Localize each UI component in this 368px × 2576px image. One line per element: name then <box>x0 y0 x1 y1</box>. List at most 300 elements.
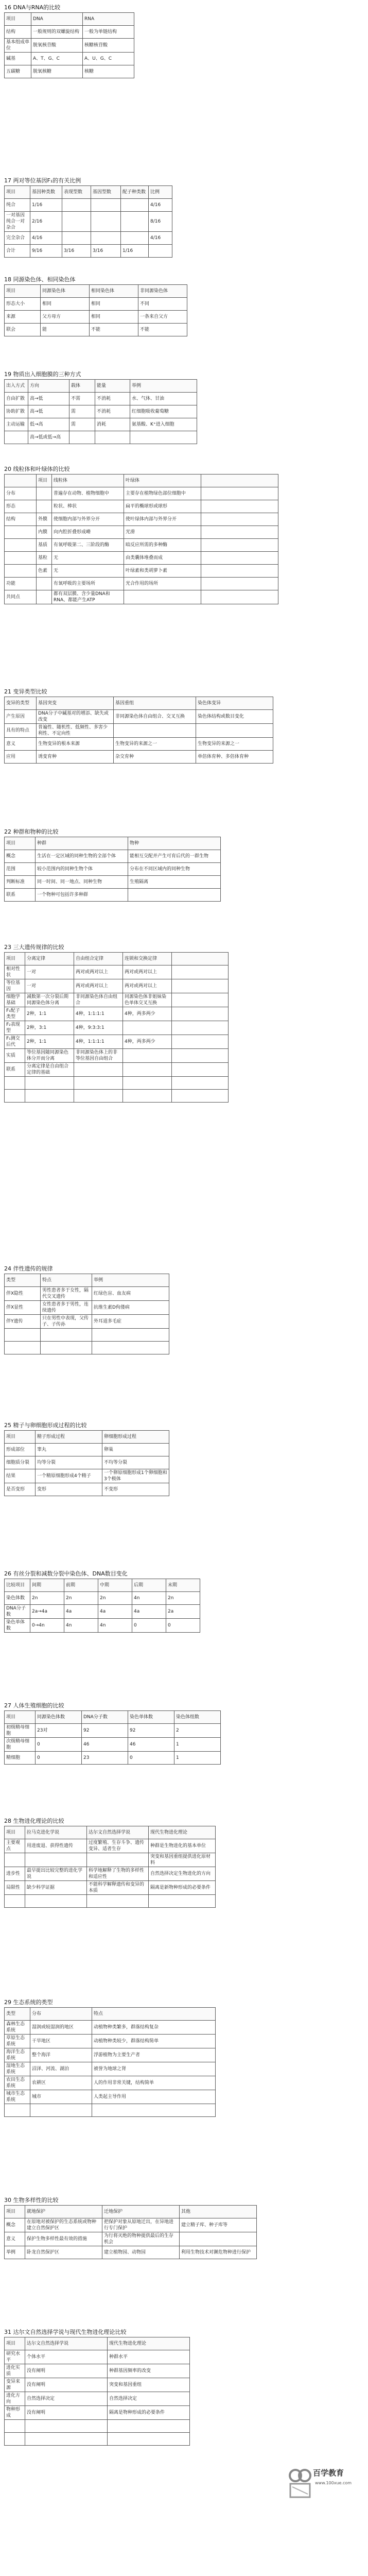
table-cell <box>121 232 149 245</box>
table-cell: 2种，3:1 <box>25 1021 74 1035</box>
table-cell: 纯合 <box>5 199 30 212</box>
table-header-cell: 基因种类数 <box>30 186 62 199</box>
table-cell <box>123 1021 172 1035</box>
table-cell: 等位基因随同源染色体分开而分离 <box>25 1049 74 1063</box>
table-cell: 色素 <box>37 565 52 578</box>
table-header-row <box>5 1579 200 1592</box>
table-cell: 不消耗 <box>95 393 130 405</box>
table-cell: 进化实质 <box>5 2364 25 2378</box>
table-cell: F₁配子类型 <box>5 1007 25 1021</box>
table-header-cell: 基因型数 <box>91 186 121 199</box>
table-header-row <box>5 1431 169 1444</box>
table-row <box>5 2350 190 2364</box>
table-header-cell: 基因突变 <box>37 697 114 710</box>
table-row <box>5 1049 229 1063</box>
table-cell: 0 <box>36 1738 82 1752</box>
table-cell <box>172 993 229 1007</box>
table-row <box>5 578 278 590</box>
table-row <box>5 212 172 232</box>
section-title: 31 达尔文自然选择学说与现代生物进化理论比较 <box>4 2329 127 2335</box>
table-cell: 红细胞吸收葡萄糖 <box>130 405 197 418</box>
table-cell: 2种，1:1 <box>25 1007 74 1021</box>
table-cell: 生物变异的来源之一 <box>196 738 273 751</box>
table-cell: 举例 <box>5 2246 25 2259</box>
table-cell <box>25 1853 87 1867</box>
table-cell <box>95 431 130 444</box>
table-header-row <box>5 1711 221 1724</box>
table-cell <box>180 2232 257 2246</box>
table-header-cell: 配子种类数 <box>121 186 149 199</box>
table-cell <box>25 2420 108 2433</box>
table-cell <box>62 232 91 245</box>
table-cell <box>25 1077 74 1090</box>
section-title: 17 两对等位基因F₁的有关比例 <box>4 177 81 184</box>
comparison-table <box>4 837 221 902</box>
table-cell: 意义 <box>5 2232 25 2246</box>
table-cell: 4n <box>64 1619 98 1633</box>
table-row <box>5 965 229 979</box>
table-cell <box>41 1329 92 1342</box>
table-cell <box>5 1342 41 1354</box>
table-cell: 4种，9:3:3:1 <box>74 1021 123 1035</box>
comparison-table <box>4 2337 190 2446</box>
table-header-cell: 前期 <box>64 1579 98 1592</box>
table-cell <box>41 1342 92 1354</box>
table-row <box>5 1329 169 1342</box>
table-row <box>5 1605 200 1619</box>
table-cell: 父方母方 <box>41 311 90 324</box>
table-cell: 伴X隐性 <box>5 1287 41 1301</box>
table-cell <box>114 724 196 738</box>
table-cell: 4/16 <box>149 199 172 212</box>
table-cell <box>5 565 37 578</box>
table-header-cell: 迁地保护 <box>102 2206 180 2218</box>
table-cell: 染色体数 <box>5 1592 30 1605</box>
section-3 <box>4 275 359 336</box>
table-cell: 联会 <box>5 324 41 336</box>
table-cell: 没有阐明 <box>25 2378 108 2392</box>
table-row <box>5 863 221 876</box>
table-cell: 减数第一次分裂后期同源染色体分离 <box>25 993 74 1007</box>
table-cell <box>25 2433 108 2446</box>
comparison-table <box>4 474 278 604</box>
table-cell: 功能 <box>5 578 37 590</box>
table-cell <box>5 431 28 444</box>
table-cell: 都有双层膜、含少量DNA和RNA、都能产生ATP <box>52 590 124 604</box>
table-cell <box>74 1063 123 1077</box>
table-cell: 4n <box>132 1592 166 1605</box>
table-cell <box>5 526 37 539</box>
table-cell: 红绿色盲、血友病 <box>92 1287 169 1301</box>
table-cell: 人类起主导作用 <box>92 2090 216 2104</box>
table-cell: 不变形 <box>102 1483 169 1496</box>
table-header-row <box>5 285 187 298</box>
table-header-cell: 其他 <box>180 2206 257 2218</box>
table-cell <box>69 431 95 444</box>
table-cell: 协助扩散 <box>5 405 28 418</box>
table-cell <box>123 1063 172 1077</box>
table-header-row <box>5 2206 257 2218</box>
table-cell: 有氧呼吸第二、三阶段的酶 <box>52 539 124 552</box>
table-header-cell: 自由组合定律 <box>74 953 123 965</box>
section-title: 24 伴性遗传的规律 <box>4 1265 53 1272</box>
table-cell: 2n <box>64 1592 98 1605</box>
table-cell <box>128 889 221 902</box>
table-cell <box>149 245 172 258</box>
table-cell: 4a <box>132 1605 166 1619</box>
table-cell: 突变和基因重组 <box>108 2378 190 2392</box>
table-header-cell: 项目 <box>5 1431 36 1444</box>
table-cell: 46 <box>128 1738 174 1752</box>
table-cell: 一般为单链结构 <box>83 26 134 39</box>
table-cell: 相同 <box>90 311 138 324</box>
table-header-cell: 出入方式 <box>5 380 28 393</box>
table-cell <box>5 552 37 565</box>
table-cell: 水、气体、甘油 <box>130 393 197 405</box>
table-row <box>5 1021 229 1035</box>
table-cell <box>123 1049 172 1063</box>
table-cell: 形态 <box>5 500 37 513</box>
table-row <box>5 431 197 444</box>
table-cell: 碱基 <box>5 53 31 65</box>
table-header-row <box>5 13 134 26</box>
table-cell: 实质 <box>5 1049 25 1063</box>
table-header-cell: 就地保护 <box>25 2206 102 2218</box>
table-cell <box>172 1021 229 1035</box>
table-cell: 3/16 <box>91 245 121 258</box>
table-cell: 诱变育种 <box>37 751 114 764</box>
section-14 <box>4 1998 359 2117</box>
table-cell: 范围 <box>5 863 36 876</box>
table-row <box>5 1895 216 1908</box>
table-cell: 研究水平 <box>5 2350 25 2364</box>
table-header-cell: 物种 <box>128 837 221 850</box>
section-title: 20 线粒体和叶绿体的比较 <box>4 466 70 472</box>
section-title: 16 DNA与RNA的比较 <box>4 4 61 11</box>
table-cell: 高→低或低→高 <box>28 431 69 444</box>
table-cell: 同一时间、同一地点、同种生物 <box>36 876 128 889</box>
table-row <box>5 1035 229 1049</box>
table-header-cell: 载体 <box>69 380 95 393</box>
table-header-cell: 项目 <box>5 1826 25 1839</box>
table-row <box>5 1444 169 1456</box>
table-header-cell: 现代生物进化理论 <box>149 1826 216 1839</box>
table-header-row <box>5 474 278 487</box>
table-header-row <box>5 953 229 965</box>
table-header-cell: 达尔文自然选择学说 <box>25 2337 108 2350</box>
table-cell: 进步性 <box>5 1867 25 1881</box>
table-header-row <box>5 1826 216 1839</box>
table-row <box>5 1738 221 1752</box>
table-cell: 单倍体育种、多倍体育种 <box>196 751 273 764</box>
section-8 <box>4 943 359 1103</box>
table-cell: 4种，1:1:1:1 <box>74 1007 123 1021</box>
table-header-cell: 特点 <box>92 2008 216 2021</box>
comparison-table <box>4 2007 216 2117</box>
table-cell: F₁测交后代 <box>5 1035 25 1049</box>
table-row <box>5 850 221 863</box>
table-cell: 脱氧核糖 <box>31 65 83 78</box>
table-cell: 科学地解释了生物的多样性和适应性 <box>87 1867 149 1881</box>
table-cell <box>92 1342 169 1354</box>
table-cell: 浮游植物为主要生产者 <box>92 2048 216 2062</box>
table-header-cell: 染色体变异 <box>196 697 273 710</box>
table-header-cell: 分布 <box>30 2008 92 2021</box>
table-row <box>5 2076 216 2090</box>
table-row <box>5 2218 257 2232</box>
table-header-cell: 基因重组 <box>114 697 196 710</box>
table-cell: 用进废退、获得性遗传 <box>25 1839 87 1853</box>
table-cell: 合计 <box>5 245 30 258</box>
table-row <box>5 1752 221 1765</box>
table-header-cell: 比较项目 <box>5 1579 30 1592</box>
section-title: 23 三大遗传规律的比较 <box>4 944 64 951</box>
table-cell <box>5 1895 25 1908</box>
table-cell: 男性患者多于女性，隔代交叉遗传 <box>41 1287 92 1301</box>
table-cell <box>201 526 278 539</box>
table-header-cell: 分离定律 <box>25 953 74 965</box>
table-cell: 不消耗 <box>95 405 130 418</box>
table-cell: 细胞学基础 <box>5 993 25 1007</box>
table-cell: 无 <box>52 552 124 565</box>
table-cell: 有氧呼吸的主要场所 <box>52 578 124 590</box>
table-cell: 草原生态系统 <box>5 2035 30 2048</box>
table-cell: 湿地生态系统 <box>5 2062 30 2076</box>
comparison-table <box>4 185 172 258</box>
table-row <box>5 710 273 724</box>
table-cell <box>172 1090 229 1103</box>
table-header-cell: 同源染色体 <box>41 285 90 298</box>
table-cell: 过度繁殖、生存斗争、遗传变异、适者生存 <box>87 1839 149 1853</box>
table-cell: 不需 <box>69 393 95 405</box>
watermark <box>288 2460 363 2512</box>
table-cell <box>201 590 278 604</box>
table-cell: 联系 <box>5 1063 25 1077</box>
table-row <box>5 2021 216 2035</box>
table-header-cell: 种群 <box>36 837 128 850</box>
table-header-cell: 比例 <box>149 186 172 199</box>
section-16 <box>4 2328 359 2446</box>
table-cell <box>30 2104 92 2117</box>
table-cell: 不均等分裂 <box>102 1456 169 1469</box>
table-cell: 卵巢 <box>102 1444 169 1456</box>
section-15 <box>4 2196 359 2259</box>
table-cell: 主要观点 <box>5 1839 25 1853</box>
section-12 <box>4 1701 359 1765</box>
table-cell: 联系 <box>5 889 36 902</box>
table-cell: 4种，两多两少 <box>123 1035 172 1049</box>
table-cell: 形成部位 <box>5 1444 36 1456</box>
table-row <box>5 1483 169 1496</box>
table-header-cell: 间期 <box>30 1579 64 1592</box>
table-cell: 扁平的椭球形或球形 <box>124 500 201 513</box>
table-cell: 隔离是物种形成的必要条件 <box>108 2406 190 2420</box>
table-cell <box>91 232 121 245</box>
section-title: 22 种群和物种的比较 <box>4 828 59 835</box>
table-row <box>5 539 278 552</box>
table-header-cell: 达尔文自然选择学说 <box>87 1826 149 1839</box>
table-cell: 最早提出比较完整的进化学说 <box>25 1867 87 1881</box>
table-cell: 没有阐明 <box>25 2364 108 2378</box>
table-cell <box>37 578 52 590</box>
table-cell: 使叶绿体内部与外界分开 <box>124 513 201 526</box>
table-cell: 4a <box>98 1605 132 1619</box>
table-cell <box>172 1007 229 1021</box>
table-cell: 农田生态系统 <box>5 2076 30 2090</box>
table-cell: 需 <box>69 418 95 431</box>
table-cell: 在原地对被保护的生态系统或物种建立自然保护区 <box>25 2218 102 2232</box>
table-cell: 两对或两对以上 <box>74 979 123 993</box>
table-cell <box>62 212 91 232</box>
table-cell: 普遍存在动物、植物细胞中 <box>52 487 124 500</box>
table-cell: 完全杂合 <box>5 232 30 245</box>
table-cell: 氨基酸、K⁺进入细胞 <box>130 418 197 431</box>
table-cell: 进化方向 <box>5 2392 25 2406</box>
section-title: 21 变异类型比较 <box>4 688 47 695</box>
table-cell: 生活在一定区域的同种生物的全部个体 <box>36 850 128 863</box>
table-cell <box>201 552 278 565</box>
table-cell: 一个精原细胞形成4个精子 <box>36 1469 102 1483</box>
table-cell: 1 <box>174 1752 221 1765</box>
table-cell: 一条来自父方 <box>138 311 187 324</box>
table-cell: 2a→4a <box>30 1605 64 1619</box>
table-cell <box>5 1077 25 1090</box>
table-row <box>5 500 278 513</box>
table-cell: 消耗 <box>95 418 130 431</box>
table-cell: 产生原因 <box>5 710 37 724</box>
table-header-cell: 连锁和交换定律 <box>123 953 172 965</box>
section-title: 29 生态系统的类型 <box>4 1999 53 2006</box>
table-cell: 0 <box>128 1752 174 1765</box>
table-cell <box>92 2104 216 2117</box>
table-header-cell <box>5 474 37 487</box>
table-cell: 种群基因频率的改变 <box>108 2364 190 2378</box>
table-row <box>5 2104 216 2117</box>
table-cell: 92 <box>128 1724 174 1738</box>
table-cell: 干旱地区 <box>30 2035 92 2048</box>
table-cell <box>74 1077 123 1090</box>
table-row <box>5 1592 200 1605</box>
table-cell <box>5 1853 25 1867</box>
table-cell: 普遍性、随机性、低频性、多害少利性、不定向性 <box>37 724 114 738</box>
table-cell: 具有的特点 <box>5 724 37 738</box>
table-cell: 2种，1:1 <box>25 1035 74 1049</box>
table-cell: 一对 <box>25 965 74 979</box>
table-cell: 2n <box>30 1592 64 1605</box>
table-cell <box>74 1090 123 1103</box>
table-cell: 共同点 <box>5 590 37 604</box>
table-row <box>5 53 134 65</box>
table-cell: 局限性 <box>5 1881 25 1895</box>
table-cell: 隔离是新物种形成的必要条件 <box>149 1881 216 1895</box>
table-cell: DNA分子中碱基对的增添、缺失或改变 <box>37 710 114 724</box>
table-cell: 2a <box>166 1605 200 1619</box>
table-cell <box>62 199 91 212</box>
table-row <box>5 1853 216 1867</box>
table-cell: 4/16 <box>149 232 172 245</box>
table-cell: 一个物种可包括许多种群 <box>36 889 128 902</box>
table-header-cell: 项目 <box>5 2206 25 2218</box>
comparison-table <box>4 1826 216 1908</box>
table-header-cell: DNA分子数 <box>82 1711 128 1724</box>
table-cell <box>91 199 121 212</box>
table-row <box>5 418 197 431</box>
table-cell: 生殖隔离 <box>128 876 221 889</box>
table-cell: 动植物种类较少，群落结构简单 <box>92 2035 216 2048</box>
table-cell: 23 <box>82 1752 128 1765</box>
table-cell: 非同源染色体自由组合 <box>74 993 123 1007</box>
table-row <box>5 65 134 78</box>
watermark-url: www.100xue.com <box>315 2481 352 2485</box>
table-cell: A、U、G、C <box>83 53 134 65</box>
table-row <box>5 2364 190 2378</box>
table-cell: 能相互交配并产生可育后代的一群生物 <box>128 850 221 863</box>
table-header-cell: 后期 <box>132 1579 166 1592</box>
table-cell: 8/16 <box>149 212 172 232</box>
table-cell: 分布 <box>5 487 37 500</box>
table-row <box>5 1839 216 1853</box>
watermark-text: 百学教育 <box>313 2468 344 2478</box>
table-cell: 沼泽、河流、湖泊 <box>30 2062 92 2076</box>
table-row <box>5 232 172 245</box>
table-cell: 非同源染色体上的非等位基因自由组合 <box>74 1049 123 1063</box>
table-cell: 脱氧核苷酸 <box>31 39 83 53</box>
table-cell: 两对或两对以上 <box>123 979 172 993</box>
table-row <box>5 738 273 751</box>
comparison-table <box>4 1274 169 1354</box>
table-header-cell: 现代生物进化理论 <box>108 2337 190 2350</box>
table-cell <box>25 1090 74 1103</box>
table-header-cell: 项目 <box>5 186 30 199</box>
table-row <box>5 1881 216 1895</box>
table-header-cell: 举例 <box>92 1274 169 1287</box>
table-row <box>5 2035 216 2048</box>
table-cell: 1 <box>174 1738 221 1752</box>
table-cell: 暗反应所需的多种酶 <box>124 539 201 552</box>
table-cell <box>5 2104 30 2117</box>
section-10 <box>4 1421 359 1496</box>
table-cell: 生物变异的来源之一 <box>114 738 196 751</box>
comparison-table <box>4 952 229 1103</box>
table-cell: 0 <box>166 1619 200 1633</box>
table-cell: 一对基因纯合一对杂合 <box>5 212 30 232</box>
table-cell: 精细胞 <box>5 1752 36 1765</box>
table-cell <box>172 979 229 993</box>
table-cell <box>25 1895 87 1908</box>
table-row <box>5 405 197 418</box>
table-cell: 相同 <box>90 298 138 311</box>
table-cell: 意义 <box>5 738 37 751</box>
table-cell: 湿润或较湿润的地区 <box>30 2021 92 2035</box>
section-title: 25 精子与卵细胞形成过程的比较 <box>4 1422 87 1429</box>
table-cell: 人的作用非常关键，结构简单 <box>92 2076 216 2090</box>
table-cell: 个体水平 <box>25 2350 108 2364</box>
table-cell: 建立精子库、种子库等 <box>180 2218 257 2232</box>
table-cell: 相同 <box>41 298 90 311</box>
comparison-table <box>4 1710 221 1765</box>
table-cell: 均等分裂 <box>36 1456 102 1469</box>
table-cell: 杂交育种 <box>114 751 196 764</box>
table-cell: 为行将灭绝的物种提供最后的生存机会 <box>102 2232 180 2246</box>
table-cell: 染色体结构或数目变化 <box>196 710 273 724</box>
table-cell: 叶绿素和类胡萝卜素 <box>124 565 201 578</box>
table-cell: 光合作用的场所 <box>124 578 201 590</box>
table-cell: 由类囊体堆叠而成 <box>124 552 201 565</box>
table-cell: 不能 <box>138 324 187 336</box>
table-cell <box>149 1895 216 1908</box>
section-1 <box>4 3 359 78</box>
table-cell: 动植物种类繁多，群落结构复杂 <box>92 2021 216 2035</box>
